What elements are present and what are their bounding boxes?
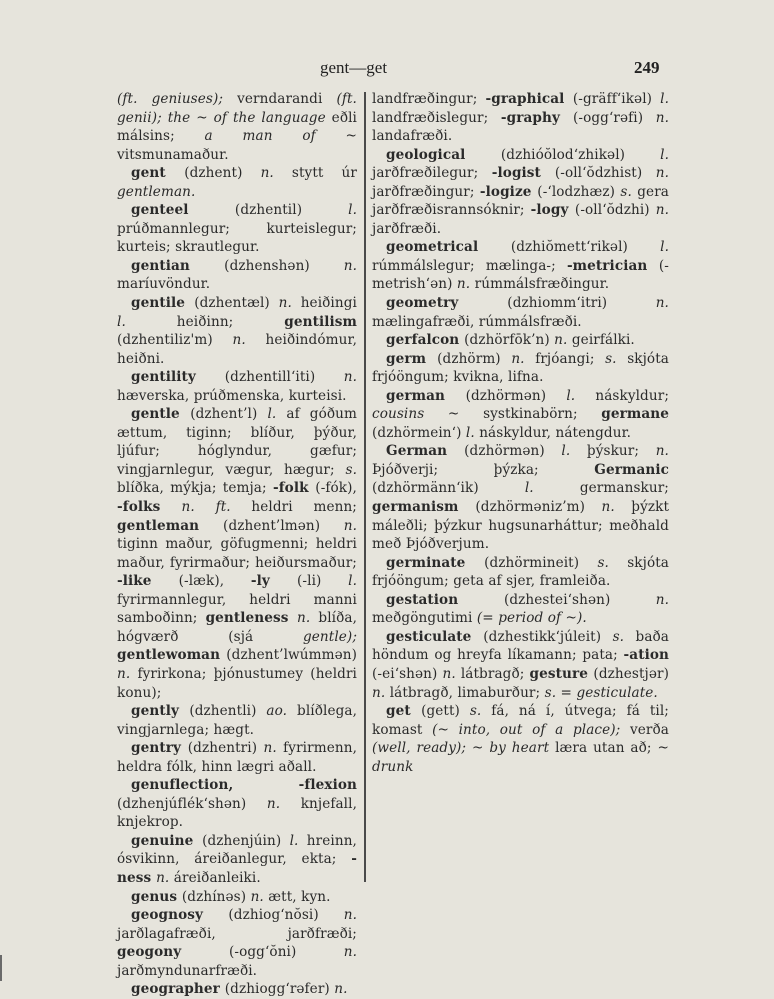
headword: gesticulate — [386, 628, 484, 645]
italic-text: n. — [250, 888, 269, 905]
headword: German — [386, 443, 465, 460]
dictionary-entry — [117, 164, 357, 201]
italic-text: n. — [655, 591, 669, 608]
italic-text: s. — [605, 350, 628, 367]
definition-text: landafræði. — [372, 128, 453, 145]
headword: -like — [117, 573, 179, 590]
headword: germ — [386, 350, 438, 367]
definition-text: geirfálki. — [571, 332, 635, 349]
definition-text: germanskur; — [579, 480, 669, 497]
headword: gently — [131, 703, 190, 720]
definition-text: áreiðanleiki. — [173, 869, 261, 886]
definition-text: heiðinn; — [176, 313, 285, 330]
definition-text: stytt úr — [291, 165, 357, 182]
italic-text: s. — [620, 183, 638, 200]
definition-text: (dzhörmein‘) — [372, 424, 466, 441]
definition-text: (-ogg‘ŏni) — [229, 944, 344, 961]
definition-text: (-læk), — [178, 573, 251, 590]
headword: -ness — [117, 851, 357, 886]
definition-text: systkinabörn; — [483, 406, 602, 423]
definition-text: (-gräff‘ikəl) — [572, 91, 661, 107]
definition-text: fyrirmenn, heldra fólk, hinn lægri aðall. — [117, 740, 357, 775]
italic-text: n. — [232, 332, 266, 349]
dictionary-entry — [372, 294, 669, 331]
definition-text: landfræðingur; — [372, 91, 486, 107]
definition-text: (dzhent) — [184, 165, 261, 182]
dictionary-entry — [372, 554, 669, 591]
dictionary-entry — [372, 90, 669, 146]
definition-text: skjóta frjóöngum; geta af sjer, framleiða. — [372, 554, 670, 590]
dictionary-entry — [117, 405, 357, 702]
definition-text: af góðum ættum, tiginn; blíður, þýður, ljúfur; hóglyndur, gæfur; vingjarnlegur, vægur, hægur; — [117, 406, 358, 478]
definition-text: læra utan að; — [555, 740, 658, 757]
dictionary-entry — [372, 331, 669, 350]
definition-text: blíðlega, vingjarnlega; hægt. — [117, 703, 358, 738]
definition-text: (dzhörfōk’n) — [464, 332, 555, 349]
definition-text: frjóangi; — [535, 350, 606, 367]
definition-text: heiðindómur, heiðni. — [117, 332, 357, 367]
italic-text: s. — [345, 461, 357, 478]
definition-text: (dzhent’lmən) — [223, 517, 344, 534]
italic-text: n. — [278, 295, 301, 312]
definition-text: (dzhentri) — [187, 740, 264, 757]
definition-text: (dzhenjúin) — [202, 832, 290, 849]
dictionary-entry — [117, 832, 357, 888]
dictionary-entry — [117, 90, 357, 164]
right-column — [372, 90, 669, 776]
definition-text: jarðfræðilegur; — [372, 165, 492, 182]
headword: german — [386, 387, 466, 404]
definition-text: mælingafræði, rúmmálsfræði. — [372, 313, 582, 330]
definition-text: látbragð; — [460, 665, 530, 682]
italic-text: n. — [117, 665, 138, 682]
italic-text: n. — [511, 350, 536, 367]
dictionary-entry — [117, 257, 357, 294]
headword: -graphical — [485, 91, 573, 107]
italic-text: n. — [601, 499, 632, 516]
italic-text: l. — [267, 406, 287, 423]
italic-text: n. — [372, 684, 390, 701]
italic-text: n. — [260, 165, 292, 182]
headword: -logy — [530, 202, 575, 219]
definition-text: jarðlagafræði, jarðfræði; — [117, 925, 357, 942]
headword: -metrician — [566, 257, 659, 274]
definition-text: (dzhentiliz'm) — [117, 332, 233, 349]
definition-text: (dzhentli) — [189, 703, 267, 720]
definition-text: (-oll‘ŏdzhist) — [554, 165, 656, 182]
dictionary-entry — [372, 238, 669, 294]
definition-text: (dzhiog‘nŏsi) — [228, 907, 344, 924]
column-divider — [364, 92, 366, 882]
definition-text: jarðfræðingur; — [372, 183, 480, 200]
italic-text: l. — [348, 573, 357, 590]
dictionary-entry — [117, 776, 357, 832]
italic-text: n. — [263, 740, 284, 757]
definition-text: (dzhentill‘iti) — [224, 369, 344, 386]
italic-text: l. — [524, 480, 580, 497]
definition-text: (dzhörmən) — [464, 443, 562, 460]
dictionary-entry — [117, 888, 357, 907]
definition-text: (dzhentæl) — [194, 295, 279, 312]
headword: -ation — [623, 647, 669, 664]
definition-text: þýzkt máleðli; þýzkur hugsunarháttur; meðhald með Þjóðverjum. — [372, 499, 670, 553]
definition-text: (dzhent’l) — [190, 406, 268, 423]
italic-text: n. — [655, 295, 669, 312]
italic-text: l. — [117, 313, 177, 330]
italic-text: s. = gesticulate. — [544, 684, 658, 701]
italic-text: ~ drunk — [372, 740, 669, 775]
headword: genus — [131, 888, 182, 905]
italic-text: n. ft. — [181, 499, 252, 516]
italic-text: a man of ~ — [204, 128, 357, 145]
headword: -graphy — [500, 109, 573, 126]
definition-text: knjefall, knjekrop. — [117, 795, 357, 831]
definition-text: (dzhestjər) — [593, 665, 669, 682]
dictionary-entry — [372, 146, 669, 239]
dictionary-entry — [117, 980, 357, 999]
dictionary-entry — [372, 628, 669, 702]
definition-text: tiginn maður, göfugmenni; heldri maður, fyrirmaður; heiðursmaður; — [117, 536, 357, 571]
definition-text: (dzhörmänn‘ik) — [372, 480, 525, 497]
headword: gentlewoman — [117, 647, 227, 664]
definition-text: (-li) — [297, 573, 349, 590]
headword: gentleman — [117, 517, 224, 534]
italic-text: ao. — [266, 703, 298, 720]
dictionary-entry — [117, 702, 357, 739]
italic-text: (ft. geniuses); — [117, 91, 238, 107]
dictionary-entry — [372, 702, 669, 776]
definition-text: (-metrish‘ən) — [372, 257, 669, 293]
italic-text: n. — [655, 109, 669, 126]
definition-text: látbragð, limaburður; — [389, 684, 545, 701]
headword: -logist — [491, 165, 555, 182]
italic-text: cousins ~ — [372, 406, 484, 423]
italic-text: l. — [660, 146, 669, 163]
italic-text: n. — [343, 944, 357, 961]
italic-text: n. — [156, 869, 174, 886]
definition-text: verða — [629, 721, 669, 738]
left-column — [117, 90, 357, 999]
italic-text: (ft. genii); the ~ of the language — [117, 91, 357, 126]
definition-text: fyrirmannlegur, heldri manni samboðinn; — [117, 591, 357, 627]
italic-text: l. — [566, 387, 596, 404]
italic-text: n. — [554, 332, 572, 349]
definition-text: (-‘lodzhæz) — [537, 183, 621, 200]
headword: germinate — [386, 554, 485, 571]
definition-text: jarðmyndunarfræði. — [117, 962, 258, 979]
definition-text: (-fók), — [315, 480, 357, 497]
dictionary-entry — [372, 350, 669, 387]
italic-text: l. — [465, 424, 480, 441]
definition-text: (dzhenshən) — [224, 257, 344, 274]
definition-text: fyrirkona; þjónustumey (heldri konu); — [117, 665, 357, 701]
headword: -folks — [117, 499, 182, 516]
italic-text: l. — [660, 91, 669, 107]
definition-text: (dzhörmən) — [465, 387, 567, 404]
headword: -folk — [272, 480, 316, 497]
definition-text: fá, ná í, útvega; fá til; komast — [372, 703, 669, 738]
italic-text: gentleman. — [117, 183, 196, 200]
italic-text: n. — [655, 443, 669, 460]
page-edge-mark — [0, 955, 2, 981]
definition-text: (dzhörməniz’m) — [475, 499, 602, 516]
definition-text: (gett) — [421, 703, 470, 720]
definition-text: heldri menn; — [251, 499, 357, 516]
italic-text: n. — [343, 369, 357, 386]
definition-text: gera jarðfræðisrannsóknir; — [372, 183, 669, 219]
definition-text: baða höndum og hreyfa líkamann; pata; — [372, 628, 670, 664]
headword: Germanic — [594, 461, 669, 478]
headword: gentile — [131, 295, 195, 312]
definition-text: jarðfræði. — [372, 220, 442, 237]
italic-text: n. — [655, 202, 670, 219]
italic-text: n. — [343, 517, 357, 534]
headword: -logize — [479, 183, 538, 200]
running-head-title: gent—get — [320, 58, 388, 77]
definition-text: eðli málsins; — [117, 109, 357, 145]
definition-text: blíða, hógværð (sjá — [117, 610, 357, 645]
italic-text: n. — [655, 165, 669, 182]
headword: gentilism — [284, 313, 357, 330]
definition-text: blíðka, mýkja; temja; — [117, 480, 273, 497]
definition-text: (dzhínəs) — [181, 888, 251, 905]
definition-text: (dzhörmineit) — [484, 554, 598, 571]
italic-text: l. — [289, 832, 307, 849]
definition-text: náskyldur; — [595, 387, 669, 404]
dictionary-entry — [372, 442, 669, 553]
headword: gestation — [386, 591, 504, 608]
italic-text: n. — [456, 276, 475, 293]
definition-text: maríuvöndur. — [117, 276, 211, 293]
italic-text: l. — [348, 202, 358, 219]
dictionary-entry — [117, 739, 357, 776]
headword: genuflection, -flexion — [131, 777, 357, 794]
italic-text: l. — [660, 239, 669, 256]
italic-text: s. — [597, 554, 628, 571]
dictionary-entry — [372, 387, 669, 443]
headword: genteel — [131, 202, 235, 219]
definition-text: (-ogg‘rəfi) — [572, 109, 656, 126]
definition-text: (dzhörm) — [437, 350, 512, 367]
definition-text: (-oll‘ŏdzhi) — [574, 202, 656, 219]
italic-text: (well, ready); ~ by heart — [372, 740, 556, 757]
definition-text: heiðingi — [300, 295, 357, 312]
definition-text: ætt, kyn. — [268, 888, 331, 905]
definition-text: (dzhenjúflék‘shən) — [117, 795, 267, 812]
italic-text: s. — [469, 703, 492, 720]
running-head — [0, 58, 774, 82]
headword: geographer — [131, 981, 225, 998]
italic-text: (~ into, out of a place); — [432, 721, 630, 738]
headword: germanism — [372, 499, 476, 516]
definition-text: verndarandi — [237, 91, 337, 107]
italic-text: s. — [612, 628, 636, 645]
definition-text: (dzhiogg‘rəfer) — [224, 981, 335, 998]
italic-text: n. — [343, 257, 357, 274]
definition-text: hreinn, ósvikinn, áreiðanlegur, ekta; — [117, 832, 357, 868]
headword: gentian — [131, 257, 225, 274]
definition-text: prúðmannlegur; kurteislegur; kurteis; skrautlegur. — [117, 220, 357, 256]
headword: gentle — [131, 406, 191, 423]
dictionary-entry — [117, 368, 357, 405]
definition-text: (dzhestikk‘júleit) — [483, 628, 613, 645]
definition-text: hæverska, prúðmenska, kurteisi. — [117, 387, 347, 404]
definition-text: rúmmálslegur; mælinga-; — [372, 257, 567, 274]
italic-text: n. — [297, 610, 319, 627]
definition-text: (dzhentil) — [234, 202, 349, 219]
headword: gentleness — [205, 610, 298, 627]
dictionary-entry — [372, 591, 669, 628]
headword: geometry — [386, 295, 508, 312]
headword: gerfalcon — [386, 332, 465, 349]
headword: geometrical — [386, 239, 511, 256]
dictionary-entry — [117, 294, 357, 368]
page-number: 249 — [634, 58, 660, 77]
italic-text: (= period of ~). — [476, 610, 587, 627]
definition-text: (dzhestei‘shən) — [503, 591, 656, 608]
italic-text: n. — [334, 981, 348, 998]
headword: gentry — [131, 740, 188, 757]
definition-text: vitsmunamaður. — [117, 146, 229, 163]
headword: geological — [386, 146, 501, 163]
definition-text: (dzhiomm‘itri) — [507, 295, 656, 312]
headword: gesture — [529, 665, 594, 682]
italic-text: l. — [561, 443, 587, 460]
definition-text: (dzhent’lwúmmən) — [226, 647, 357, 664]
italic-text: n. — [266, 795, 301, 812]
headword: -ly — [250, 573, 298, 590]
italic-text: n. — [343, 907, 357, 924]
definition-text: þýskur; — [586, 443, 656, 460]
definition-text: (-ei‘shən) — [372, 665, 443, 682]
headword: genuine — [131, 832, 203, 849]
headword: get — [386, 703, 422, 720]
dictionary-entry — [117, 201, 357, 257]
definition-text: (dzhióŏlod‘zhikəl) — [500, 146, 661, 163]
definition-text: meðgöngutimi — [372, 610, 477, 627]
definition-text: landfræðislegur; — [372, 109, 501, 126]
dictionary-entry — [117, 906, 357, 980]
definition-text: (dzhiŏmett‘rikəl) — [510, 239, 661, 256]
italic-text: n. — [442, 665, 461, 682]
definition-text: rúmmálsfræðingur. — [474, 276, 610, 293]
definition-text: náskyldur, nátengdur. — [479, 424, 632, 441]
italic-text: gentle); — [302, 628, 357, 645]
definition-text: Þjóðverji; þýzka; — [372, 461, 595, 478]
headword: gent — [131, 165, 185, 182]
headword: geognosy — [131, 907, 229, 924]
headword: germane — [601, 406, 669, 423]
headword: gentility — [131, 369, 225, 386]
definition-text: skjóta frjóöngum; kvikna, lifna. — [372, 350, 669, 386]
headword: geogony — [117, 944, 229, 961]
